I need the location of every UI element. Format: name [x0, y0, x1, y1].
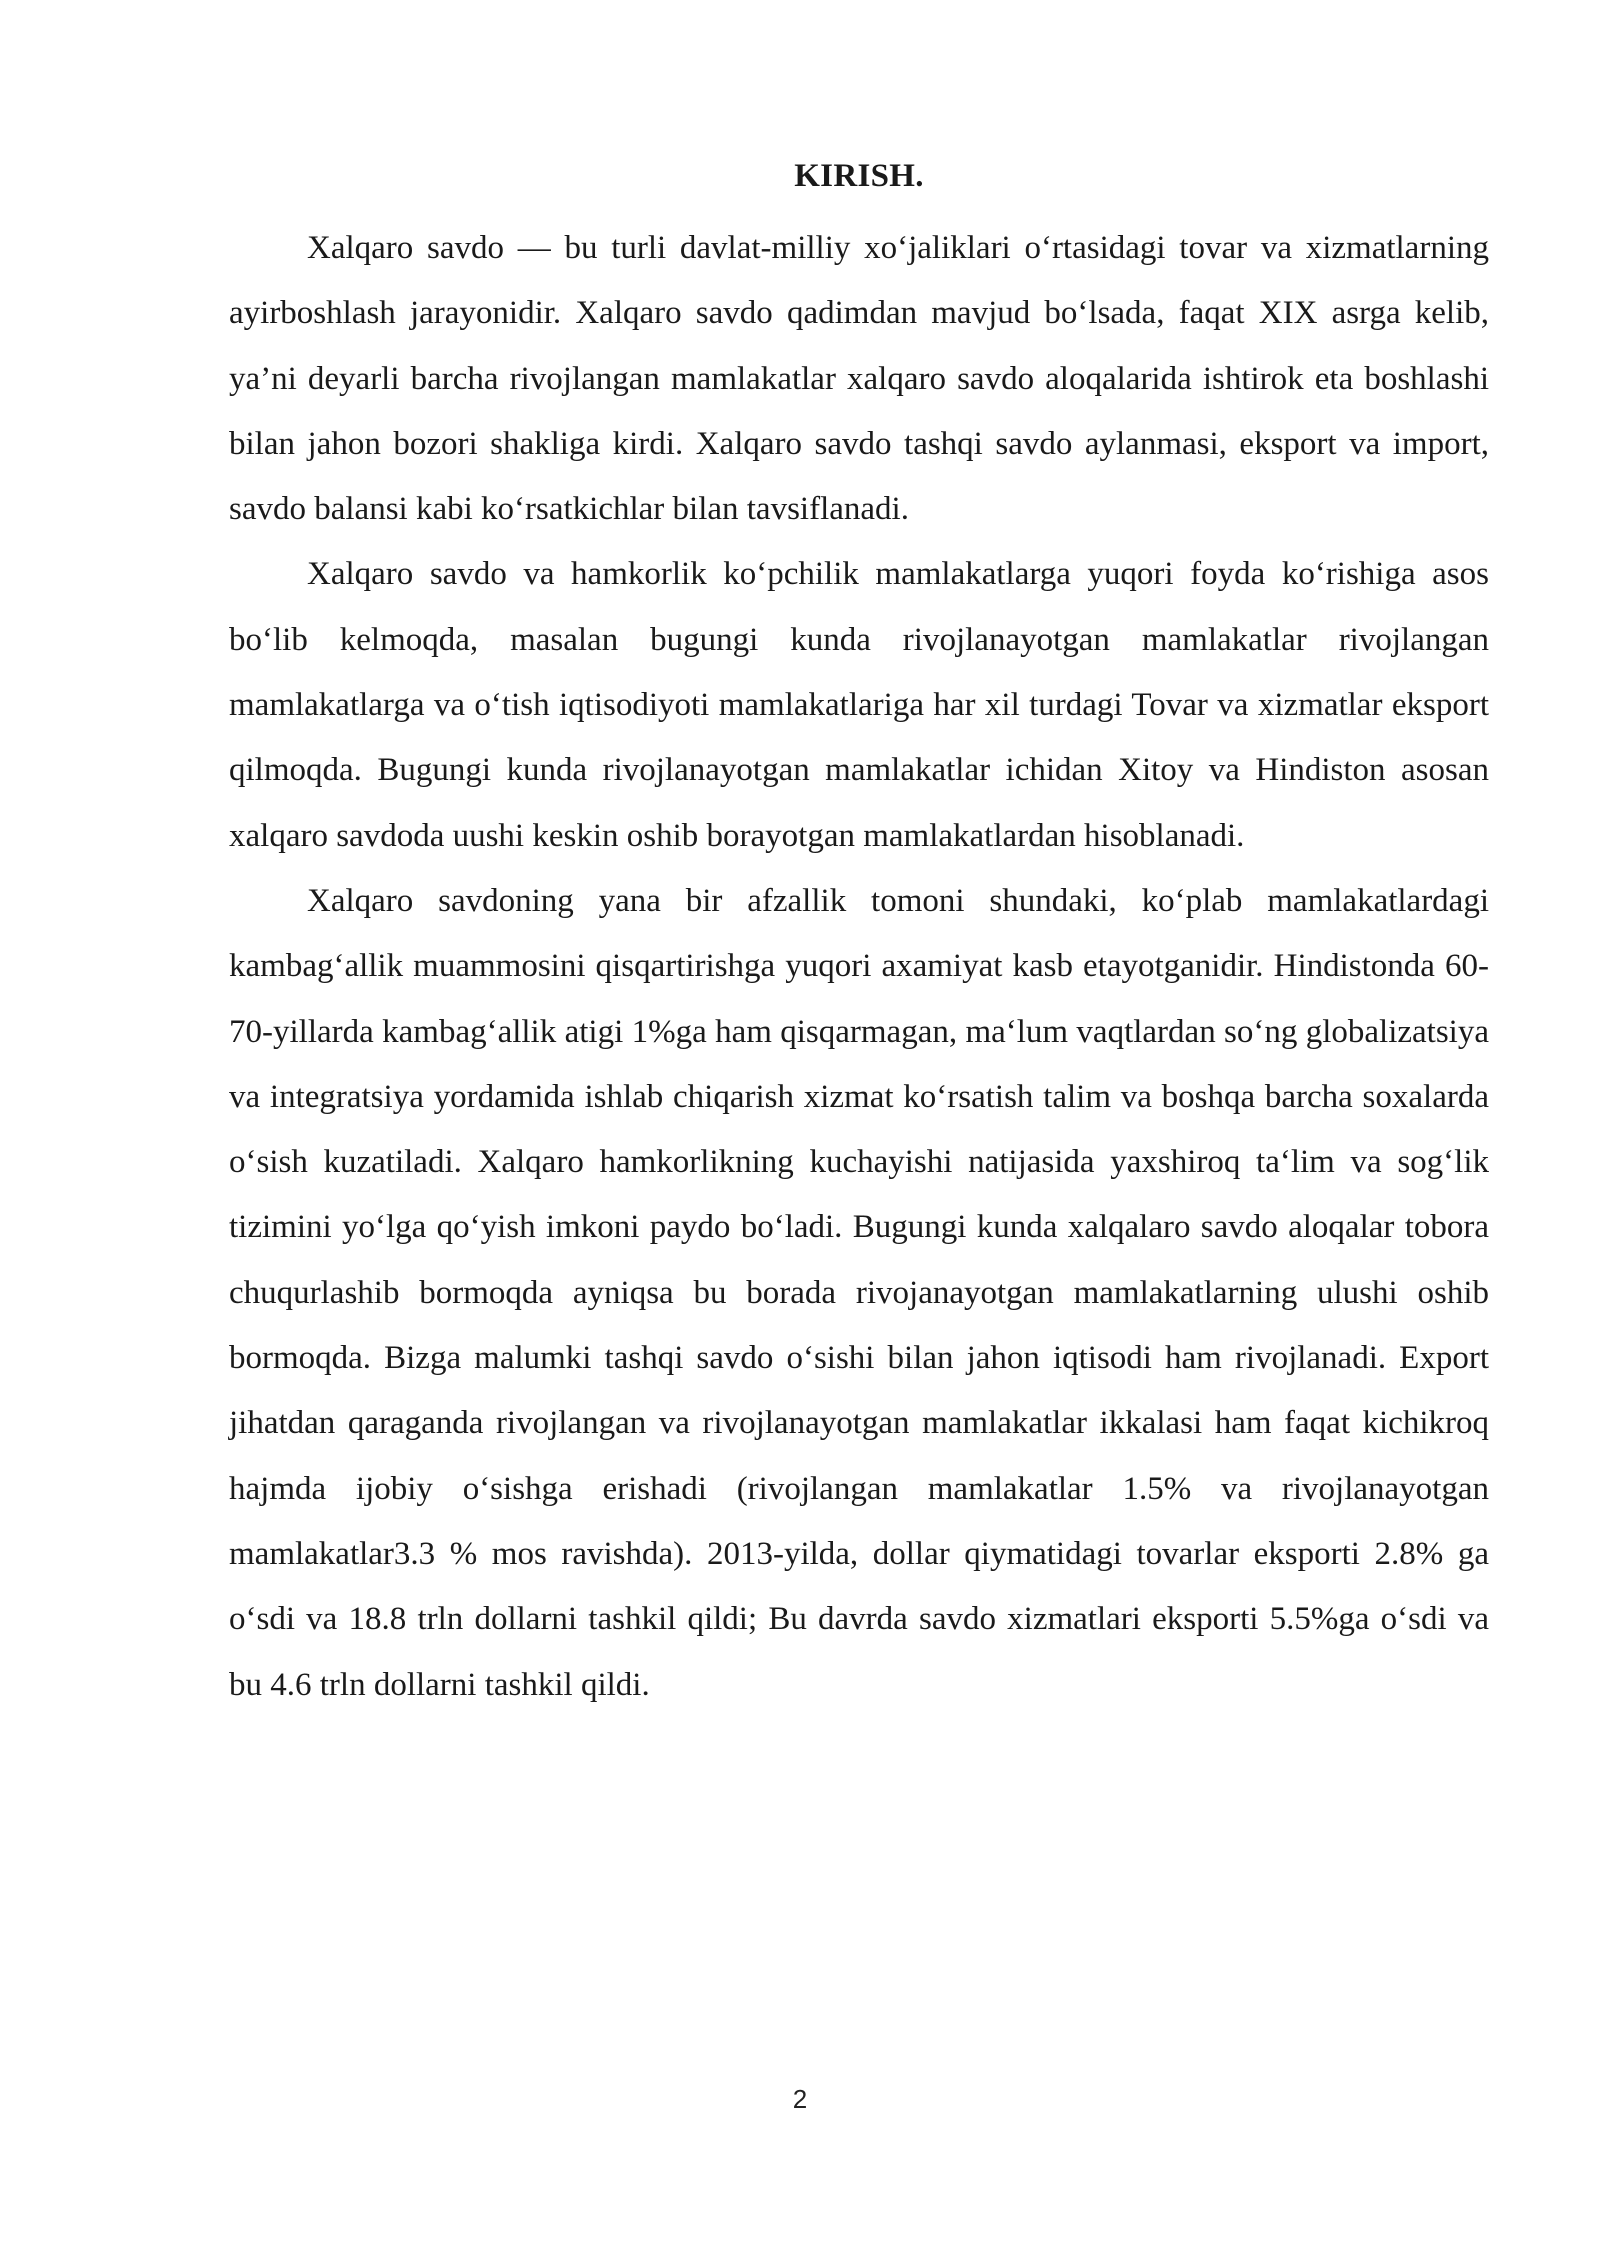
paragraph-1: Xalqaro savdo — bu turli davlat-milliy xo‘jaliklari o‘rtasidagi tovar va xizmatlarning ayirboshlash jarayonidir. Xalqaro savdo qadimdan mavjud bo‘lsada, faqat XIX asrga kelib, ya’ni deyarli barcha rivojlangan mamlakatlar xalqaro savdo aloqalarida ishtirok eta boshlashi bilan jahon bozori shakliga kirdi. Xalqaro savdo tashqi savdo aylanmasi, eksport va import, savdo balansi kabi ko‘rsatkichlar bilan tavsiflanadi. — [229, 230, 1489, 528]
paragraph-2: Xalqaro savdo va hamkorlik ko‘pchilik mamlakatlarga yuqori foyda ko‘rishiga asos bo‘lib kelmoqda, masalan bugungi kunda rivojlanayotgan mamlakatlar rivojlangan mamlakatlarga va o‘tish iqtisodiyoti mamlakatlariga har xil turdagi Tovar va xizmatlar eksport qilmoqda. Bugungi kunda rivojlanayotgan mamlakatlar ichidan Xitoy va Hindiston asosan xalqaro savdoda uushi keskin oshib borayotgan mamlakatlardan hisoblanadi. — [229, 556, 1489, 854]
paragraph-3: Xalqaro savdoning yana bir afzallik tomoni shundaki, ko‘plab mamlakatlardagi kambag‘allik muammosini qisqartirishga yuqori axamiyat kasb etayotganidir. Hindistonda 60-70-yillarda kambag‘allik atigi 1%ga ham qisqarmagan, ma‘lum vaqtlardan so‘ng globalizatsiya va integratsiya yordamida ishlab chiqarish xizmat ko‘rsatish talim va boshqa barcha soxalarda o‘sish kuzatiladi. Xalqaro hamkorlikning kuchayishi natijasida yaxshiroq ta‘lim va sog‘lik tizimini yo‘lga qo‘yish imkoni paydo bo‘ladi. Bugungi kunda xalqalaro savdo aloqalar tobora chuqurlashib bormoqda ayniqsa bu borada rivojanayotgan mamlakatlarning ulushi oshib bormoqda. Bizga malumki tashqi savdo o‘sishi bilan jahon iqtisodi ham rivojlanadi. Export jihatdan qaraganda rivojlangan va rivojlanayotgan mamlakatlar ikkalasi ham faqat kichikroq hajmda ijobiy o‘sishga erishadi (rivojlangan mamlakatlar 1.5% va rivojlanayotgan mamlakatlar3.3 % mos ravishda). 2013-yilda, dollar qiymatidagi tovarlar eksporti 2.8% ga o‘sdi va 18.8 trln dollarni tashkil qildi; Bu davrda savdo xizmatlari eksporti 5.5%ga o‘sdi va bu 4.6 trln dollarni tashkil qildi. — [229, 882, 1489, 1703]
section-heading: KIRISH. — [794, 158, 924, 194]
page-number: 2 — [792, 2084, 808, 2114]
page-content — [229, 152, 1489, 1718]
